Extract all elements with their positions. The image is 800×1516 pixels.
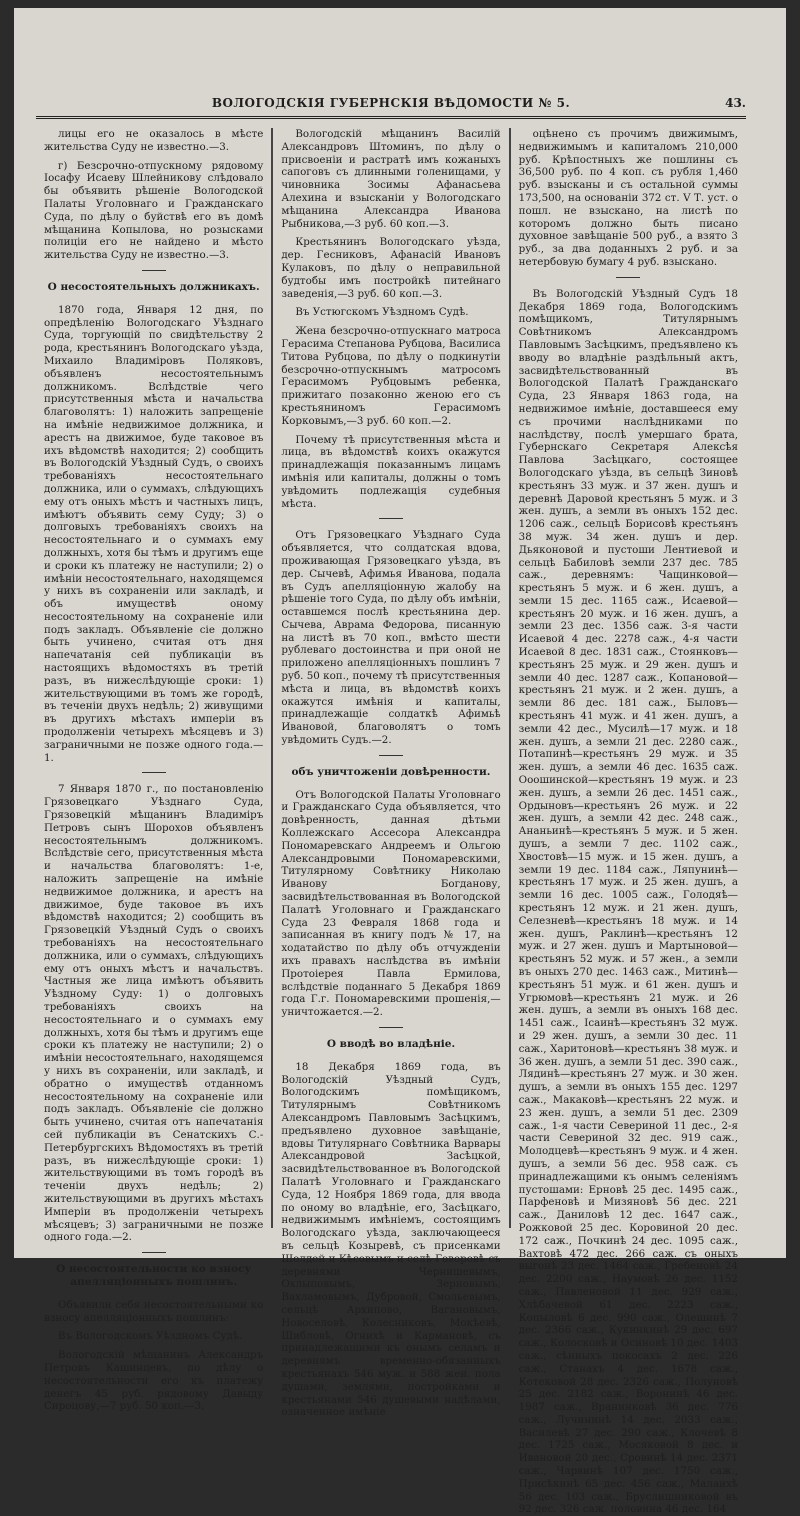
- newspaper-page: [14, 8, 786, 1516]
- section-heading: О вводѣ во владѣніе.: [326, 1038, 456, 1050]
- paragraph: г) Безсрочно-отпускному рядовому Іосафу Исаеву Шлейникову слѣдовало бы объявить рѣшеніе Вологодской Палаты Уголовнаго и Гражданскаго Суда, по дѣлу о буйствѣ его въ домѣ мѣщанина Копылова, но розысками полиціи его не найдено и мѣсто жительства Суду не известно.—3.: [44, 159, 264, 262]
- column-1: [36, 128, 271, 1413]
- paragraph: Въ Вологодскій Уѣздный Судъ 18 Декабря 1869 года, Вологодскимъ помѣщикомъ, Титулярнымъ Совѣтникомъ Александромъ Павловымъ Засѣцкимъ, предъявлено къ вводу во владѣніе раздѣльный актъ, засвидѣтельствованный въ Вологодской Палатѣ Гражданскаго Суда, 23 Января 1863 года, на недвижимое имѣніе, доставшееся ему съ прочими наслѣдниками по наслѣдству, послѣ умершаго брата, Губернскаго Секретаря Алексѣя Павлова Засѣцкаго, состоящее Вологодскаго уѣзда, въ сельцѣ Зиновѣ крестьянъ 33 муж. и 37 жен. душъ и деревнѣ Даровой крестьянъ 5 муж. и 3 жен. душъ, а земли въ оныхъ 152 дес. 1206 саж., сельцѣ Борисовѣ крестьянъ 38 муж. 34 жен. душъ и дер. Дьяконовой и пустоши Лентиевой и сельцѣ Бабиловѣ земли 237 дес. 785 саж., деревнямъ: Чащинковой—крестьянъ 5 муж. и 6 жен. душъ, а земли 15 дес. 1165 саж., Исаевой—крестьянъ 20 муж. и 16 жен. душъ, а земли 23 дес. 1356 саж. 3-я части Исаевой 4 дес. 2278 саж., 4-я части Исаевой 8 дес. 1831 саж., Стоянковъ—крестьянъ 25 муж. и 29 жен. душъ и земли 40 дес. 1287 саж., Копановой—крестьянъ 21 муж. и 2 жен. душъ, а земли 86 дес. 181 саж., Быловъ—крестьянъ 41 муж. и 41 жен. душъ, а земли 42 дес., Мусилѣ—17 муж. и 18 жен. душъ, а земли 21 дес. 2280 саж., Потапинѣ—крестьянъ 29 муж. и 35 жен. душъ, а земли 46 дес. 1635 саж. Ооошинской—крестьянъ 19 муж. и 23 жен. душъ, а земли 26 дес. 1451 саж., Ордыновъ—крестьянъ 26 муж. и 22 жен. душъ, а земли 42 дес. 248 саж., Ананьинѣ—крестьянъ 5 муж. и 5 жен. душъ, а земли 7 дес. 1102 саж., Хвостовѣ—15 муж. и 15 жен. душъ, а земли 19 дес. 1184 саж., Ляпунинѣ—крестьянъ 17 муж. и 25 жен. душъ, а земли 16 дес. 1005 саж., Голодяѣ—крестьянъ 12 муж. и 21 жен. душъ, Селезневѣ—крестьянъ 18 муж. и 14 жен. душъ, Раклинѣ—крестьянъ 12 муж. и 27 жен. душъ и Мартыновой—крестьянъ 52 муж. и 57 жен., а земли въ оныхъ 270 дес. 1463 саж., Митинѣ—крестьянъ 51 муж. и 61 жен. душъ и Угрюмовѣ—крестьянъ 21 муж. и 26 жен. душъ, а земли въ оныхъ 168 дес. 1451 саж., Ісаинѣ—крестьянъ 32 муж. и 29 жен. душъ, а земли 30 дес. 11 саж., Харитоновѣ—крестьянъ 38 муж. и 36 жен. душъ, а земли 51 дес. 390 саж., Лядинѣ—крестьянъ 27 муж. и 30 жен. душъ, а земли въ оныхъ 155 дес. 1297 саж., Макаковѣ—крестьянъ 22 муж. и 23 жен. душъ, а земли 51 дес. 2309 саж., 1-я части Севериной 11 дес., 2-я части Севериной 32 дес. 919 саж., Молодцевѣ—крестьянъ 9 муж. и 4 жен. душъ, а земли 56 дес. 958 саж. съ принадлежащими къ онымъ селеніямъ пустошами: Ерновѣ 25 дес. 1495 саж., Парфеновѣ и Мизяновѣ 56 дес. 221 саж., Даниловѣ 12 дес. 1647 саж., Рожковой 25 дес. Коровиной 20 дес. 172 саж., Почкинѣ 24 дес. 1095 саж., Вахтовѣ 472 дес. 266 саж. съ оныхъ выгонѣ 23 дес. 1464 саж., Гребеновѣ 24 дес. 2200 саж., Наумовѣ 26 дес. 1152 саж., Павленовой 11 дес. 929 саж., Хлѣбачевой 61 дес. 2223 саж., Копыловѣ 6 дес. 990 саж., Олешинѣ 7 дес. 2366 саж., Кукинкинѣ 29 дес. 697 саж., Колосковѣ и Осиновѣ 10 дес. 1403 саж., сѣнныхъ покосахъ 2 дес. 226 саж., Станахъ 4 дес. 1678 саж., Котековой 28 дес. 2326 саж., Полуновѣ 25 дес. 2182 саж., Воронинѣ 46 дес. 1987 саж., Вранинковѣ 36 дес. 776 саж., Лучининѣ 14 дес. 2033 саж., Василевѣ 27 дес. 290 саж., Клочевѣ 8 дес. 1725 саж., Мосяковой 8 дес. и Ивановой 20 дес., Сровинѣ 14 дес. 2371 саж., Чарвинѣ 107 дес. 1750 саж., Присѣкинѣ 65 дес. 456 саж., Малаихѣ 56 дес. 103 саж., Бруслишниковой въ 92 дес. 326 саж. половина 46 дес. 164: [518, 287, 738, 1516]
- section-heading: О несостоятельности ко взносу апелляціонныхъ пошлинъ.: [56, 1263, 252, 1288]
- paragraph: Вологодскій мѣщанинъ Василій Александровъ Штоминъ, по дѣлу о присвоеніи и растратѣ имъ кожаныхъ сапоговъ съ длинными голенищами, у чиновника Зосимы Афанасьева Алехина и взысканіи у Вологодскаго мѣщанина Александра Иванова Рыбникова,—3 руб. 60 коп.—3.: [281, 128, 501, 230]
- paragraph: Объявили себя несостоятельными ко взносу апелляціонныхъ пошлинъ:: [44, 1298, 264, 1324]
- paragraph: Отъ Вологодской Палаты Уголовнаго и Гражданскаго Суда объявляется, что довѣренность, данная дѣтьми Коллежскаго Ассесора Александра Пономаревскаго Андреемъ и Ольгою Александровыми Пономаревскими, Титулярному Совѣтнику Николаю Иванову Богданову, засвидѣтельствованная въ Вологодской Палатѣ Уголовнаго и Гражданскаго Суда 23 Февраля 1868 года и записанная въ книгу подъ № 17, на ходатайство по дѣлу объ отчужденіи ихъ правахъ наслѣдства въ имѣніи Протоіерея Павла Ермилова, вслѣдствіе поданнаго 5 Декабря 1869 года Г.г. Пономаревскими прошенія,—уничтожается.—2.: [281, 788, 501, 1019]
- paragraph: Въ Устюгскомъ Уѣздномъ Судѣ.: [295, 306, 469, 319]
- header-rule: [36, 116, 746, 119]
- section-separator: [142, 772, 166, 773]
- section-separator: [379, 518, 403, 519]
- paragraph: лицы его не оказалось в мѣсте жительства Суду не известно.—3.: [44, 128, 264, 153]
- section-separator: [616, 277, 640, 278]
- text-columns: [36, 128, 746, 1516]
- paragraph: Крестьянинъ Вологодскаго уѣзда, дер. Гесниковъ, Афанасій Ивановъ Кулаковъ, по дѣлу о неправильной будтобы имъ постройкѣ питейнаго заведенія,—3 руб. 60 коп.—3.: [281, 236, 501, 300]
- section-separator: [379, 1027, 403, 1028]
- paragraph: Жена безсрочно-отпускнаго матроса Герасима Степанова Рубцова, Василиса Титова Рубцова, по дѣлу о подкинутіи безсрочно-отпускнымъ матросомъ Герасимомъ Рубцовымъ ребенка, прижитаго позаконно женою его съ крестьяниномъ Герасимомъ Корковымъ,—3 руб. 60 коп.—2.: [281, 325, 501, 427]
- section-heading: объ уничтоженіи довѣренности.: [291, 765, 491, 778]
- newspaper-title: ВОЛОГОДСКІЯ ГУБЕРНСКІЯ ВѢДОМОСТИ № 5.: [211, 96, 571, 110]
- page-number: 43.: [725, 96, 746, 110]
- paragraph: Почему тѣ присутственныя мѣста и лица, въ вѣдомствѣ коихъ окажутся принадлежащія показаннымъ лицамъ имѣнія или капиталы, должны о томъ увѣдомить подлежащія судебныя мѣста.: [281, 433, 501, 510]
- paragraph: 7 Января 1870 г., по постановленію Грязовецкаго Уѣзднаго Суда, Грязовецкій мѣщанинъ Владиміръ Петровъ сынъ Шорохов объявленъ несостоятельнымъ должникомъ. Вслѣдствіе сего, присутственныя мѣста и начальства благоволятъ: 1-е, наложить запрещеніе на имѣніе недвижимое должника, и арестъ на движимое, буде таковое въ ихъ вѣдомствѣ находится; 2) сообщить въ Грязовецкій Уѣздный Судъ о своихъ требованіяхъ на несостоятельнаго должника, или о суммахъ, слѣдующихъ ему отъ оныхъ мѣстъ и начальствъ. Частныя же лица имѣютъ объявить Уѣздному Суду: 1) о долговыхъ требованіяхъ своихъ на несостоятельнаго и о суммахъ ему должныхъ, хотя бы тѣмъ и другимъ еще сроки къ платежу не наступили; 2) о имѣніи несостоятельнаго, находящемся у нихъ въ сохраненіи, или закладѣ, и обратно о имуществѣ отданномъ несостоятельному на сохраненіе или подъ закладъ. Объявленіе сіе должно быть учинено, считая отъ напечатанія сей публикаціи въ Сенатскихъ С.-Петербургскихъ Вѣдомостяхъ въ третій разъ, въ нижеслѣдующіе сроки: 1) жительствующими въ томъ городѣ въ теченіи двухъ недѣль; 2) жительствующими въ другихъ мѣстахъ Имперіи въ продолженіи четырехъ мѣсяцевъ; 3) заграничными не позже одного года.—2.: [44, 783, 264, 1244]
- paragraph: 1870 года, Января 12 дня, по опредѣленію Вологодскаго Уѣзднаго Суда, торгующій по свидѣтельству 2 рода, крестьянинъ Вологодскаго уѣзда, Михаило Владиміровъ Поляковъ, объявленъ несостоятельнымъ должникомъ. Вслѣдствіе чего присутственныя мѣста и начальства благоволятъ: 1) наложить запрещеніе на имѣніе недвижимое должника, и арестъ на движимое, буде таковое въ ихъ вѣдомствѣ находится; 2) сообщить въ Вологодскій Уѣздный Судъ, о своихъ требованіяхъ несостоятельнаго должника, или о суммахъ, слѣдующихъ ему отъ оныхъ мѣстъ и частныхъ лицъ, имѣютъ объявить сему Суду; 3) о долговыхъ требованіяхъ своихъ на несостоятельнаго и о суммахъ ему должныхъ, хотя бы тѣмъ и другимъ еще и сроки къ платежу не наступили; 2) о имѣніи несостоятельнаго, находящемся у нихъ въ сохраненіи или закладѣ, и объ имуществѣ оному несостоятельному на сохраненіе или подъ закладъ. Объявленіе сіе должно быть учинено, считая отъ дня напечатанія сей публикаціи въ настоящихъ вѣдомостяхъ въ третій разъ, въ нижеслѣдующіе сроки: 1) жительствующими въ томъ же городѣ, въ теченіи двухъ недѣль; 2) живущими въ другихъ мѣстахъ имперіи въ продолженіи четырехъ мѣсяцевъ и 3) заграничными не позже одного года.—1.: [44, 303, 264, 764]
- section-heading: О несостоятельныхъ должникахъ.: [47, 280, 260, 293]
- column-2: [271, 128, 508, 1419]
- paragraph: 18 Декабря 1869 года, въ Вологодскій Уѣздный Судъ, Вологодскимъ помѣщикомъ, Титулярнымъ Совѣтникомъ Александромъ Павловымъ Засѣцкимъ, предъявлено духовное завѣщаніе, вдовы Титулярнаго Совѣтника Варвары Александровой Засѣцкой, засвидѣтельствованное въ Вологодской Палатѣ Уголовнаго и Гражданскаго Суда, 12 Ноября 1869 года, для ввода по оному во владѣніе, его, Засѣцкаго, недвижимымъ имѣніемъ, состоящимъ Вологодскаго уѣзда, заключающееся въ сельцѣ Козыревѣ, съ присенками Шолдой и Кѣсовымъ и селѣ Говоровѣ съ деревнями Чернишевымъ, Охлыповымъ, Зерновымъ, Вахламовымъ, Дубровой, Смольевымъ, сельцѣ Архипово, Вагановымъ, Новоселовѣ, Колесниковъ, Мокѣевѣ, Шибловѣ, Огнихѣ и Кармановѣ, съ принадлежащими къ онымъ селамъ и деревнямъ временно-обязанныхъ крестьянахъ 546 муж. и 588 жен. пола душами, землями, постройками и крестьянами 546 душевыми надѣлами, означенное имѣніе: [281, 1060, 501, 1419]
- section-separator: [142, 270, 166, 271]
- paragraph: Вологодскій мѣщанинъ Александръ Петровъ Кашинцевъ, по дѣлу о несостоятельности его къ платежу денегъ 45 руб. рядовому Давыду Сироцову,—7 руб. 50 коп.—3.: [44, 1349, 264, 1413]
- paragraph: Отъ Грязовецкаго Уѣзднаго Суда объявляется, что солдатская вдова, проживающая Грязовецкаго уѣзда, въ дер. Сычевѣ, Афимья Иванова, подала въ Судъ апелляціонную жалобу на рѣшеніе того Суда, по дѣлу объ имѣніи, оставшемся послѣ крестьянина дер. Сычева, Аврама Федорова, писанную на листѣ въ 70 коп., вмѣсто шести рублеваго достоинства и при оной не приложено апелляціонныхъ пошлинъ 7 руб. 50 коп., почему тѣ присутственныя мѣста и лица, въ вѣдомствѣ коихъ окажутся имѣнія и капиталы, принадлежащіе солдаткѣ Афимьѣ Ивановой, благоволятъ о томъ увѣдомить Судъ.—2.: [281, 529, 501, 747]
- section-separator: [379, 755, 403, 756]
- page-header: [36, 88, 746, 110]
- paragraph: оцѣнено съ прочимъ движимымъ, недвижимымъ и капиталомъ 210,000 руб. Крѣпостныхъ же пошлины съ 36,500 руб. по 4 коп. съ рубля 1,460 руб. взысканы и съ остальной суммы 173,500, на основаніи 372 ст. V Т. уст. о пошл. не взыскано, на листѣ по которомъ должно быть писано духовное завѣщаніе 500 руб., а взято 3 руб., за два доданныхъ 2 руб. и за нетербовую бумагу 4 руб. взыскано.: [518, 128, 738, 268]
- column-3: [509, 128, 746, 1516]
- section-separator: [142, 1252, 166, 1253]
- paragraph: Въ Вологодскомъ Уѣздномъ Судѣ.: [58, 1330, 243, 1343]
